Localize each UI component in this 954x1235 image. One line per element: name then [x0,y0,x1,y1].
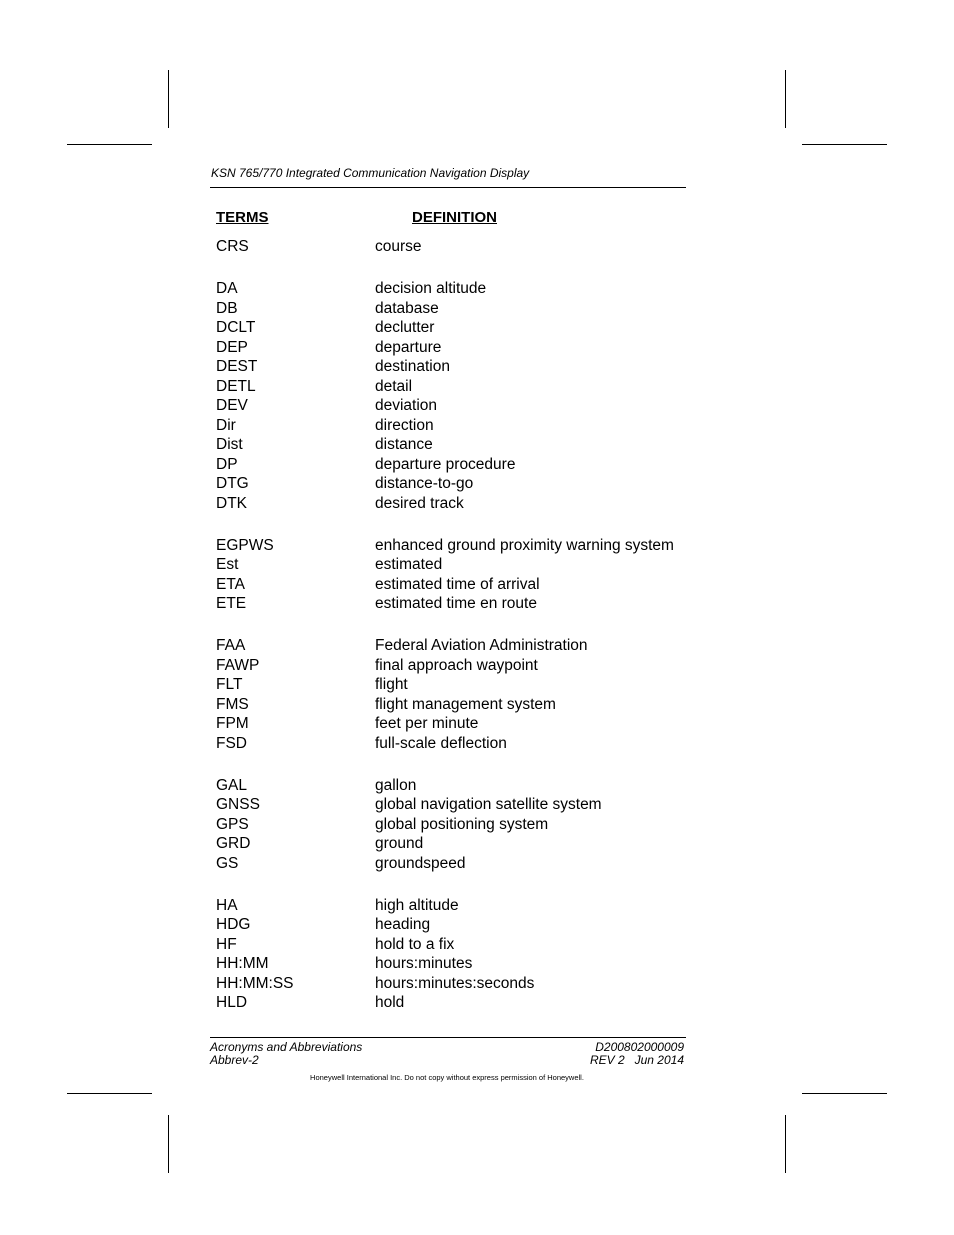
definition: desired track [375,494,464,512]
term: FSD [216,734,247,752]
definition-column-heading: DEFINITION [412,209,497,226]
term-row [216,494,686,514]
footer-page-number: Abbrev-2 [210,1053,259,1067]
term-row [216,954,686,974]
term: DP [216,455,238,473]
term-row [216,636,686,656]
term-row [216,474,686,494]
crop-mark [802,144,887,145]
term-row [216,776,686,796]
copyright-notice: Honeywell International Inc. Do not copy without express permission of Honeywell. [310,1073,584,1082]
group-spacer [216,873,686,896]
definition: estimated time of arrival [375,575,540,593]
term-row [216,896,686,916]
definition: global positioning system [375,815,549,833]
term-row [216,734,686,754]
definition: database [375,299,439,317]
footer-doc-number: D200802000009 [595,1040,684,1054]
term: Est [216,556,239,573]
term: Dir [216,416,236,434]
term-row [216,338,686,358]
definition: course [375,238,422,255]
term-row [216,536,686,556]
crop-mark [785,70,786,128]
footer-section: Acronyms and Abbreviations [210,1040,363,1054]
definition: flight management system [375,695,556,713]
term-row [216,555,686,575]
term-row [216,815,686,835]
term: DEV [216,397,248,414]
term: GNSS [216,796,260,813]
term: DEP [216,338,248,356]
term: HA [216,896,238,914]
group-spacer [216,753,686,776]
terms-table [216,237,686,1013]
term-row [216,299,686,319]
crop-mark [802,1093,887,1094]
definition: destination [375,358,450,375]
definition: decision altitude [375,280,487,297]
definition: distance [375,436,433,453]
crop-mark [785,1115,786,1173]
term: DETL [216,377,256,395]
term: HF [216,935,237,953]
definition: detail [375,377,413,395]
definition: deviation [375,397,438,414]
term-row [216,575,686,595]
term: GRD [216,835,251,852]
definition: hours:minutes:seconds [375,974,535,992]
term: GPS [216,815,249,833]
definition: flight [375,676,408,693]
footer-revision: REV 2 Jun 2014 [589,1053,684,1067]
term-row [216,993,686,1013]
term-row [216,854,686,874]
definition: final approach waypoint [375,656,538,674]
group-spacer [216,513,686,536]
definition: hours:minutes [375,955,473,972]
term: FAWP [216,656,260,674]
term-row [216,279,686,299]
term-row [216,455,686,475]
definition: distance-to-go [375,475,474,492]
term: Dist [216,436,243,453]
term: FLT [216,676,243,693]
crop-mark [67,1093,152,1094]
term-row [216,974,686,994]
term: FAA [216,637,246,654]
definition: estimated time en route [375,595,537,612]
term: DTK [216,494,247,512]
definition: feet per minute [375,715,479,732]
term: GAL [216,776,248,794]
term: FMS [216,695,249,713]
definition: declutter [375,319,435,336]
definition: hold [375,994,405,1011]
term-row [216,318,686,338]
definition: high altitude [375,896,459,914]
definition: global navigation satellite system [375,796,602,813]
group-spacer [216,257,686,280]
term: HH:MM:SS [216,974,294,992]
term: EGPWS [216,536,274,554]
term-row [216,416,686,436]
term: DTG [216,475,249,492]
term-row [216,935,686,955]
definition: gallon [375,776,417,794]
term-row [216,675,686,695]
crop-mark [168,70,169,128]
term-row [216,377,686,397]
definition: hold to a fix [375,935,455,953]
term-row [216,396,686,416]
group-spacer [216,614,686,637]
term-row [216,237,686,257]
definition: heading [375,916,431,933]
term: HDG [216,916,251,933]
term-row [216,435,686,455]
term-row [216,357,686,377]
definition: departure [375,338,442,356]
term-row [216,656,686,676]
term-row [216,795,686,815]
term-row [216,834,686,854]
definition: Federal Aviation Administration [375,637,588,654]
term: HH:MM [216,955,269,972]
crop-mark [168,1115,169,1173]
definition: estimated [375,556,443,573]
running-header: KSN 765/770 Integrated Communication Navigation Display [211,166,530,180]
header-rule [210,187,686,188]
term: DCLT [216,319,256,336]
term: HLD [216,994,248,1011]
definition: ground [375,835,424,852]
term: DA [216,280,238,297]
term: GS [216,854,239,872]
definition: direction [375,416,434,434]
term: ETE [216,595,247,612]
term-row [216,695,686,715]
term: CRS [216,238,249,255]
footer-rule [210,1037,686,1038]
term-row [216,594,686,614]
crop-mark [67,144,152,145]
term: DEST [216,358,258,375]
definition: departure procedure [375,455,516,473]
term-row [216,714,686,734]
definition: full-scale deflection [375,734,507,752]
term: ETA [216,575,245,593]
term: DB [216,299,238,317]
terms-column-heading: TERMS [216,209,269,226]
definition: groundspeed [375,854,466,872]
definition: enhanced ground proximity warning system [375,536,674,554]
term: FPM [216,715,249,732]
term-row [216,915,686,935]
